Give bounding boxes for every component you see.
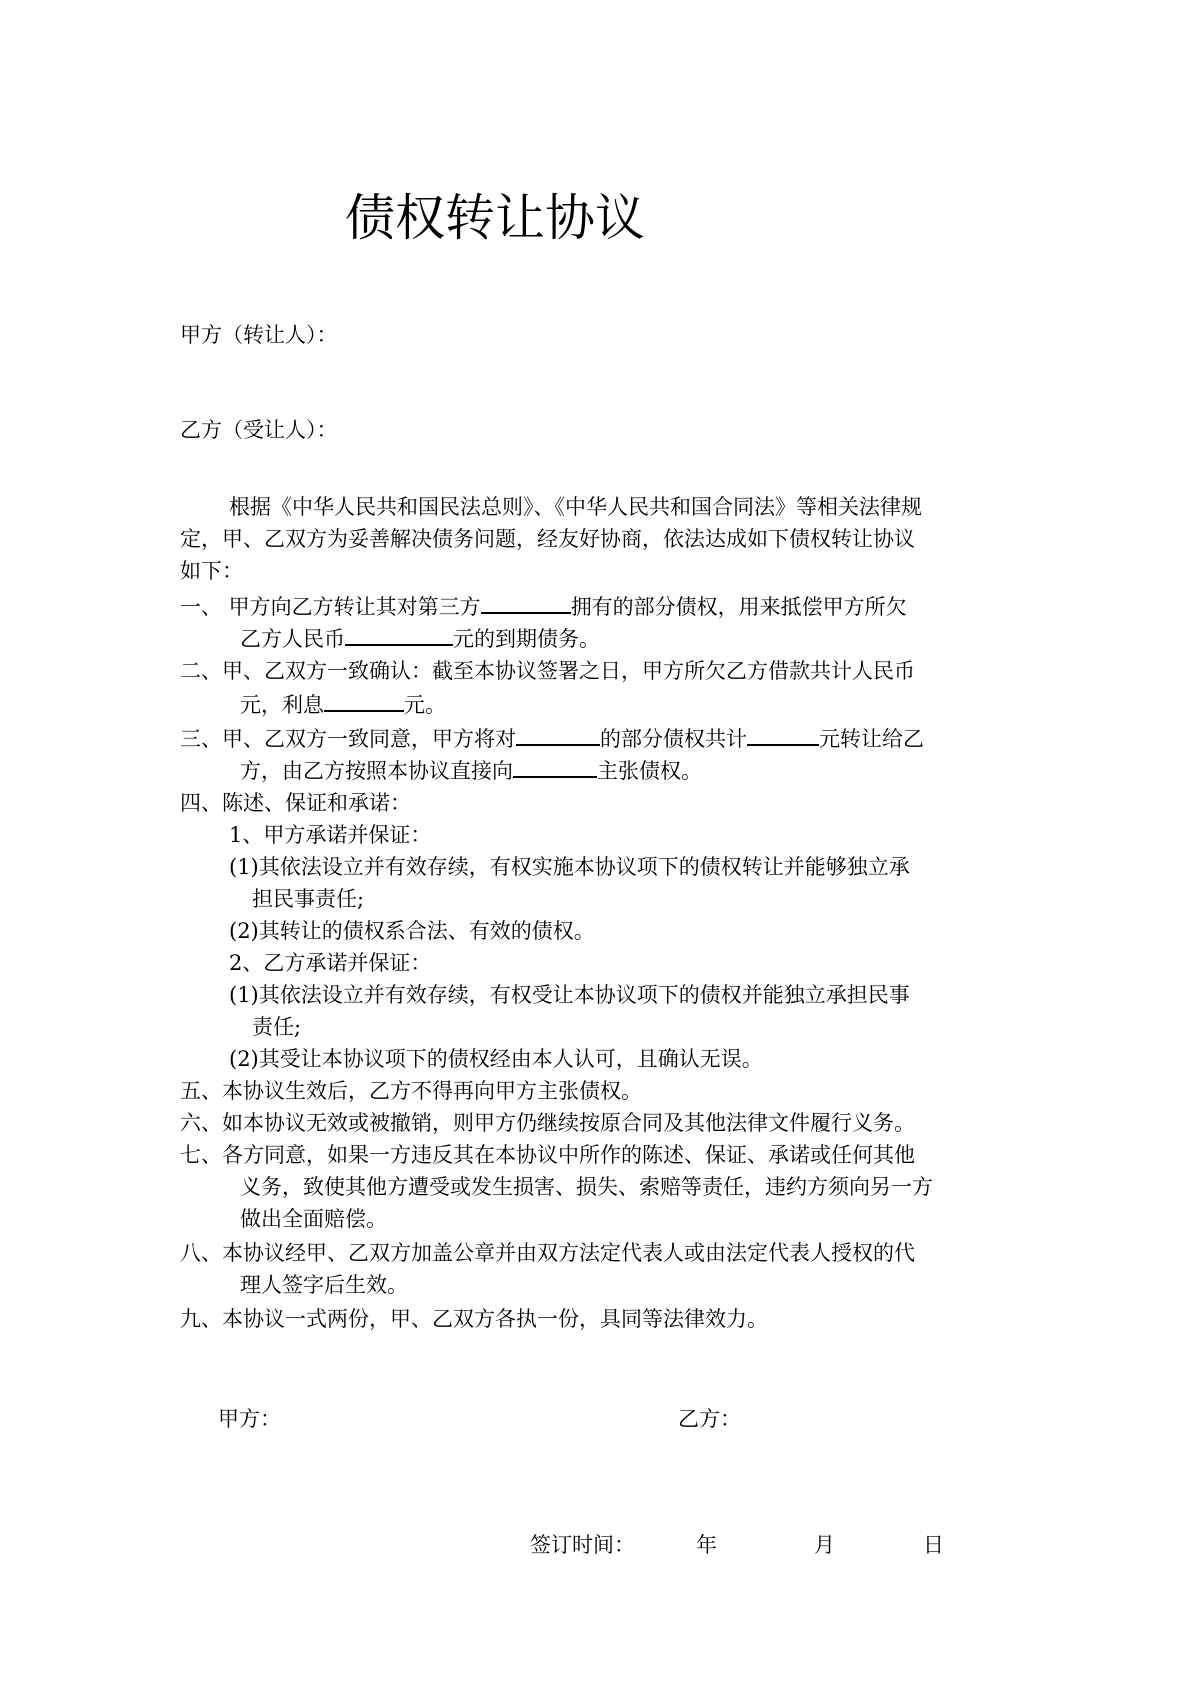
clause-7-line-3: 做出全面赔偿。 — [240, 1207, 387, 1231]
preamble-line-1: 根据《中华人民共和国民法总则》、《中华人民共和国合同法》等相关法律规 — [229, 495, 922, 519]
clause-1-text-a: 一、 甲方向乙方转让其对第三方 — [180, 595, 481, 619]
preamble-line-3: 如下： — [180, 559, 243, 583]
document-title: 债权转让协议 — [345, 189, 645, 247]
signing-date-label: 签订时间： — [530, 1533, 635, 1557]
signing-date-day: 日 — [923, 1533, 944, 1557]
clause-9: 九、本协议一式两份，甲、乙双方各执一份，具同等法律效力。 — [180, 1307, 768, 1331]
blank-claim-target — [513, 754, 597, 778]
clause-8-line-2: 理人签字后生效。 — [240, 1273, 408, 1297]
clause-7-line-1: 七、各方同意，如果一方违反其在本协议中所作的陈述、保证、承诺或任何其他 — [180, 1143, 915, 1167]
preamble-line-2: 定，甲、乙双方为妥善解决债务问题，经友好协商，依法达成如下债权转让协议 — [180, 527, 915, 551]
clause-2-text-b: 元。 — [404, 693, 446, 717]
clause-8-line-1: 八、本协议经甲、乙双方加盖公章并由双方法定代表人或由法定代表人授权的代 — [180, 1241, 915, 1265]
clause-6: 六、如本协议无效或被撤销，则甲方仍继续按原合同及其他法律文件履行义务。 — [180, 1111, 915, 1135]
clause-4-sub-1: 1、甲方承诺并保证： — [229, 823, 432, 847]
blank-interest — [324, 688, 404, 712]
clause-5: 五、本协议生效后，乙方不得再向甲方主张债权。 — [180, 1079, 642, 1103]
clause-4-a1-line-1: (1)其依法设立并有效存续，有权实施本协议项下的债权转让并能够独立承 — [229, 855, 910, 879]
clause-3-text-b: 的部分债权共计 — [600, 727, 747, 751]
clause-4-b1-line-1: (1)其依法设立并有效存续，有权受让本协议项下的债权并能独立承担民事 — [229, 983, 910, 1007]
clause-4-a1-line-2: 担民事责任; — [252, 887, 365, 911]
blank-third-party — [481, 590, 571, 614]
signature-party-b: 乙方： — [678, 1407, 741, 1431]
signing-date-year: 年 — [696, 1533, 717, 1557]
clause-4-heading: 四、陈述、保证和承诺： — [180, 791, 411, 815]
clause-4-a2: (2)其转让的债权系合法、有效的债权。 — [229, 919, 595, 943]
clause-7-line-2: 义务，致使其他方遭受或发生损害、损失、索赔等责任，违约方须向另一方 — [240, 1175, 933, 1199]
clause-1-line-1 — [180, 590, 907, 622]
clause-4-b1-line-2: 责任; — [252, 1015, 302, 1039]
signature-party-a: 甲方： — [218, 1407, 281, 1431]
blank-debtor — [516, 722, 600, 746]
blank-amount — [345, 622, 453, 646]
signing-date-month: 月 — [814, 1533, 835, 1557]
party-b-label: 乙方（受让人）： — [180, 418, 338, 442]
clause-1-line-2 — [240, 622, 600, 654]
clause-2-line-1: 二、甲、乙双方一致确认：截至本协议签署之日，甲方所欠乙方借款共计人民币 — [180, 659, 915, 683]
clause-4-sub-2: 2、乙方承诺并保证： — [229, 951, 432, 975]
clause-2-text-a: 元，利息 — [240, 693, 324, 717]
clause-3-text-a: 三、甲、乙双方一致同意，甲方将对 — [180, 727, 516, 751]
clause-3-line-2 — [240, 754, 702, 786]
clause-3-text-e: 主张债权。 — [597, 759, 702, 783]
clause-1-text-b: 拥有的部分债权，用来抵偿甲方所欠 — [570, 595, 907, 619]
clause-2-line-2 — [240, 688, 446, 720]
clause-1-text-c: 乙方人民币 — [240, 627, 345, 651]
blank-transfer-amount — [747, 722, 819, 746]
clause-4-b2: (2)其受让本协议项下的债权经由本人认可，且确认无误。 — [229, 1047, 763, 1071]
clause-3-text-c: 元转让给乙 — [819, 727, 924, 751]
clause-1-text-d: 元的到期债务。 — [453, 627, 600, 651]
clause-3-line-1 — [180, 722, 924, 754]
party-a-label: 甲方（转让人）： — [180, 323, 338, 347]
clause-3-text-d: 方，由乙方按照本协议直接向 — [240, 759, 513, 783]
